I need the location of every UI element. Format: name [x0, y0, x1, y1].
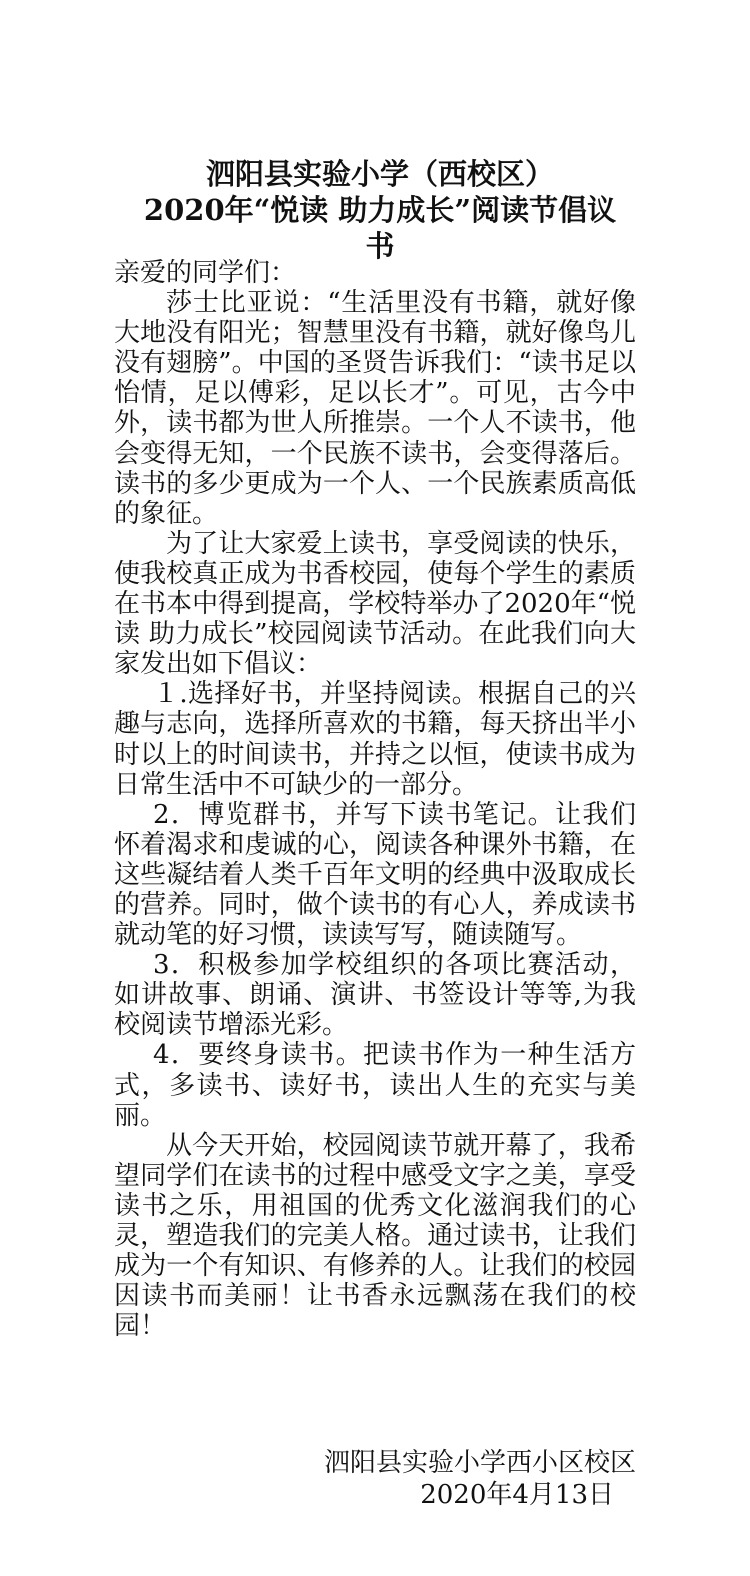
document-title-line1: 泗阳县实验小学（西校区）: [205, 157, 554, 191]
signature-date: 2020年4月13日: [420, 1480, 614, 1510]
paragraph-closing: 从今天开始，校园阅读节就开幕了，我希望同学们在读书的过程中感受文字之美，享受读书之乐，用祖国的优秀文化滋润我们的心灵，塑造我们的完美人格。通过读书，让我们成为一个有知识、有修养的人。让我们的校园因读书而美丽！让书香永远飘荡在我们的校园！: [114, 1130, 636, 1342]
document-title-line2-main: 2020年“悦读 助力成长”阅读节倡议: [143, 193, 617, 227]
proposal-item-1: １.选择好书，并坚持阅读。根据自己的兴趣与志向，选择所喜欢的书籍，每天挤出半小时以上的时间读书，并持之以恒，使读书成为日常生活中不可缺少的一部分。: [114, 679, 636, 800]
proposal-item-4: 4．要终身读书。把读书作为一种生活方式，多读书、读好书，读出人生的充实与美丽。: [114, 1040, 636, 1131]
document-title-line2-tail: 书: [365, 229, 395, 263]
paragraph-purpose: 为了让大家爱上读书，享受阅读的快乐，使我校真正成为书香校园，使每个学生的素质在书本中得到提高，学校特举办了2020年“悦读 助力成长”校园阅读节活动。在此我们向大家发出如下倡议：: [114, 528, 636, 680]
document-body: [114, 258, 636, 1341]
signature-organization: 泗阳县实验小学西小区校区: [323, 1448, 636, 1478]
salutation: 亲爱的同学们：: [114, 258, 297, 288]
paragraph-intro: 莎士比亚说：“生活里没有书籍，就好像大地没有阳光；智慧里没有书籍，就好像鸟儿没有翅膀”。中国的圣贤告诉我们：“读书足以怡情，足以傅彩，足以长才”。可见，古今中外，读书都为世人所推崇。一个人不读书，他会变得无知，一个民族不读书，会变得落后。读书的多少更成为一个人、一个民族素质高低的象征。: [114, 288, 636, 529]
document-title-line2: [110, 192, 650, 264]
proposal-item-3: 3．积极参加学校组织的各项比赛活动，如讲故事、朗诵、演讲、书签设计等等,为我校阅读节增添光彩。: [114, 950, 636, 1041]
proposal-item-2: 2．博览群书，并写下读书笔记。让我们怀着渴求和虔诚的心，阅读各种课外书籍，在这些凝结着人类千百年文明的经典中汲取成长的营养。同时，做个读书的有心人，养成读书就动笔的好习惯，读读写写，随读随写。: [114, 799, 636, 951]
